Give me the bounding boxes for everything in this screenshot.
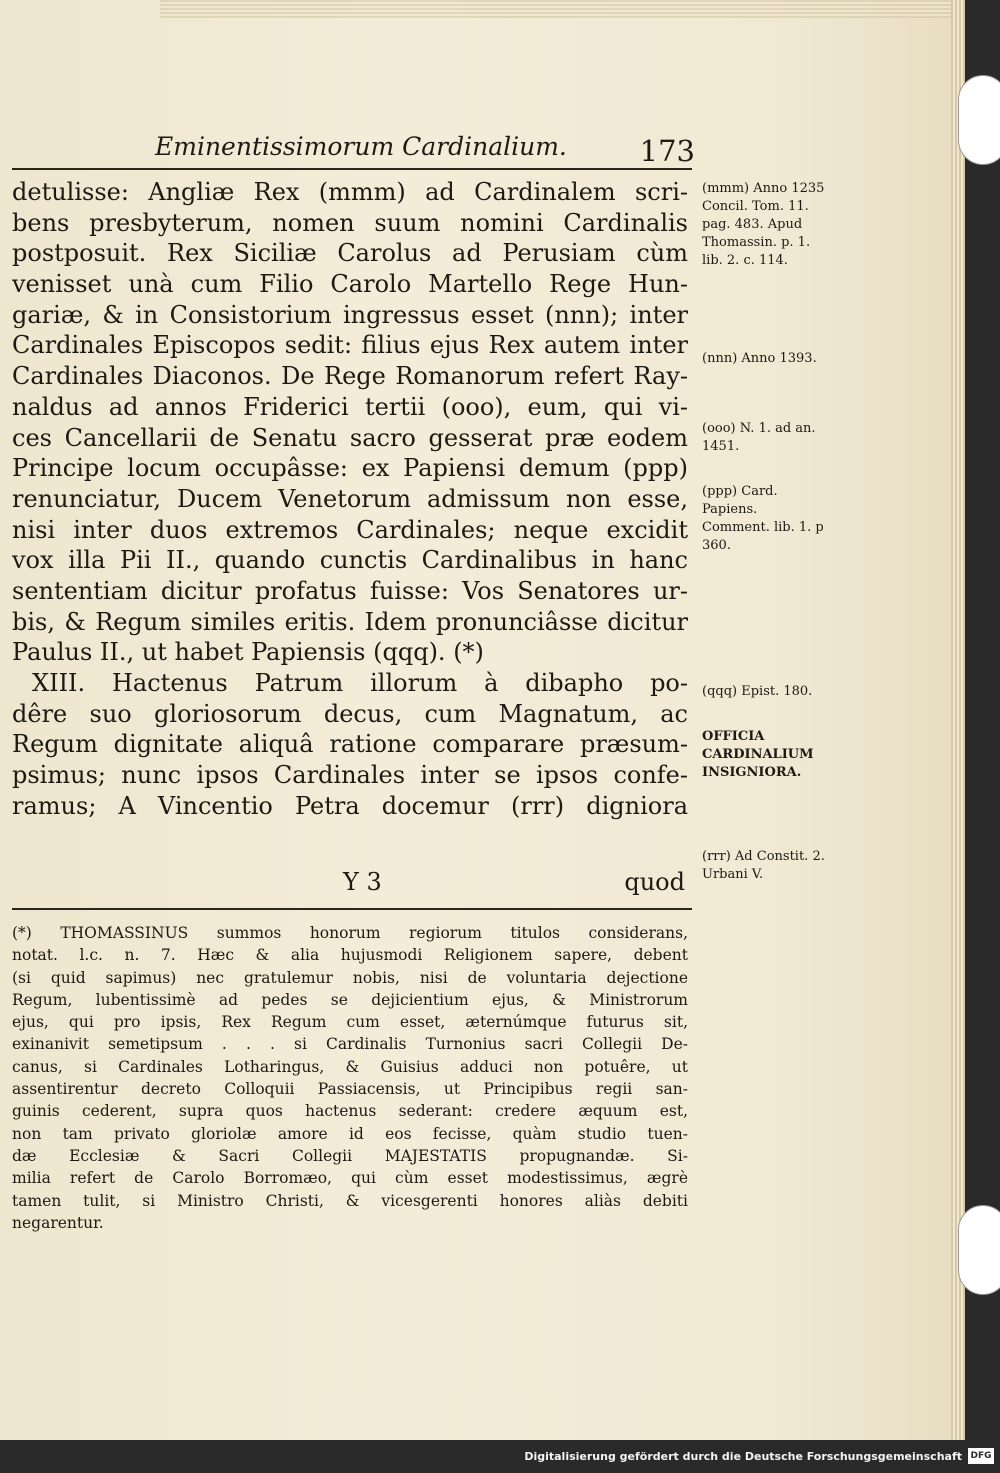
- text-line: dêre suo gloriosorum decus, cum Magnatum, ac: [12, 699, 688, 728]
- text-line: detulisse: Angliæ Rex (mmm) ad Cardinalem scri-: [12, 178, 688, 206]
- header-rule: [12, 168, 692, 170]
- text-line: Cardinales Diaconos. De Rege Romanorum refert Ray-: [12, 362, 688, 391]
- text-line: renunciatur, Ducem Venetorum admissum non esse,: [12, 484, 688, 513]
- footnote-rule: [12, 908, 692, 910]
- running-title: Eminentissimorum Cardinalium.: [155, 132, 567, 161]
- footnote-line: assentirentur decreto Colloquii Passiacensis, ut Principibus regii san-: [12, 1080, 688, 1099]
- page-header: [155, 132, 695, 168]
- margin-note: (rrr) Ad Constit. 2. Urbani V.: [702, 849, 825, 882]
- footnote-line: Regum, lubentissimè ad pedes se dejicientium ejus, & Ministrorum: [12, 990, 688, 1009]
- text-line: Cardinales Episcopos sedit: filius ejus Rex autem inter: [12, 331, 688, 360]
- footnote-line: tamen tulit, si Ministro Christi, & vicesgerenti honores aliàs debiti: [12, 1191, 688, 1210]
- margin-note: (ppp) Card. Papiens. Comment. lib. 1. p 360.: [702, 484, 824, 553]
- page-number: 173: [639, 134, 695, 168]
- catchword: quod: [624, 868, 685, 896]
- dfg-logo: DFG: [968, 1448, 994, 1464]
- footnote-line: ejus, qui pro ipsis, Rex Regum cum esset, æternúmque futurus sit,: [12, 1013, 688, 1032]
- footnote-line: dæ Ecclesiæ & Sacri Collegii MAJESTATIS propugnandæ. Si-: [12, 1146, 688, 1165]
- text-line: venisset unà cum Filio Carolo Martello Rege Hun-: [12, 270, 688, 299]
- margin-note: (ooo) N. 1. ad an. 1451.: [702, 421, 816, 454]
- text-line: bis, & Regum similes eritis. Idem pronunciâsse dicitur: [12, 607, 688, 636]
- footnote-line: exinanivit semetipsum . . . si Cardinalis Turnonius sacri Collegii De-: [12, 1035, 688, 1054]
- signature-mark: Y 3: [343, 868, 382, 896]
- footnote-line: non tam privato gloriolæ amore id eos fecisse, quàm studio tuen-: [12, 1124, 688, 1143]
- text-line: nisi inter duos extremos Cardinales; neque excidit: [12, 515, 688, 544]
- text-line: psimus; nunc ipsos Cardinales inter se ipsos confe-: [12, 761, 688, 790]
- text-line: sententiam dicitur profatus fuisse: Vos Senatores ur-: [12, 576, 688, 605]
- footnote-line: (si quid sapimus) nec gratulemur nobis, nisi de voluntaria dejectione: [12, 968, 688, 987]
- text-line: Regum dignitate aliquâ ratione comparare præsum-: [12, 730, 688, 759]
- text-line: vox illa Pii II., quando cunctis Cardinalibus in hanc: [12, 546, 688, 575]
- page-top-edge: [160, 0, 965, 18]
- footnote: [12, 922, 688, 1234]
- footnote-line: guinis cederent, supra quos hactenus sederant: credere æquum est,: [12, 1102, 688, 1121]
- margin-note: (mmm) Anno 1235 Concil. Tom. 11. pag. 483. Apud Thomassin. p. 1. lib. 2. c. 114.: [702, 181, 825, 268]
- binder-ring: [958, 1205, 1000, 1295]
- main-text: [12, 177, 688, 821]
- funding-note: Digitalisierung gefördert durch die Deutsche Forschungsgemeinschaft: [524, 1450, 962, 1463]
- binder-ring: [958, 75, 1000, 165]
- margin-note: (qqq) Epist. 180.: [702, 684, 813, 699]
- footnote-line: canus, si Cardinales Lotharingus, & Guisius adduci non potuêre, ut: [12, 1057, 688, 1076]
- footnote-line: milia refert de Carolo Borromæo, qui cùm esset modestissimus, ægrè: [12, 1169, 688, 1188]
- text-line: naldus ad annos Friderici tertii (ooo), eum, qui vi-: [12, 392, 688, 421]
- footnote-line: negarentur.: [12, 1213, 104, 1232]
- text-line: XIII. Hactenus Patrum illorum à dibapho po-: [32, 669, 688, 697]
- text-line: Paulus II., ut habet Papiensis (qqq). (*): [12, 638, 484, 667]
- text-line: postposuit. Rex Siciliæ Carolus ad Perusiam cùm: [12, 239, 688, 268]
- text-line: Principe locum occupâsse: ex Papiensi demum (ppp): [12, 454, 688, 483]
- text-line: ces Cancellarii de Senatu sacro gesserat præ eodem: [12, 423, 688, 452]
- text-line: gariæ, & in Consistorium ingressus esset (nnn); inter: [12, 300, 688, 329]
- margin-note: (nnn) Anno 1393.: [702, 351, 817, 366]
- digitization-footer: [0, 1440, 1000, 1473]
- footnote-line: (*) THOMASSINUS summos honorum regiorum titulos considerans,: [12, 924, 688, 942]
- text-line: bens presbyterum, nomen suum nomini Cardinalis: [12, 208, 688, 237]
- text-line: ramus; A Vincentio Petra docemur (rrr) digniora: [12, 791, 688, 820]
- footnote-line: notat. l.c. n. 7. Hæc & alia hujusmodi Religionem sapere, debent: [12, 946, 688, 965]
- margin-heading: OFFICIA CARDINALIUM INSIGNIORA.: [702, 729, 814, 780]
